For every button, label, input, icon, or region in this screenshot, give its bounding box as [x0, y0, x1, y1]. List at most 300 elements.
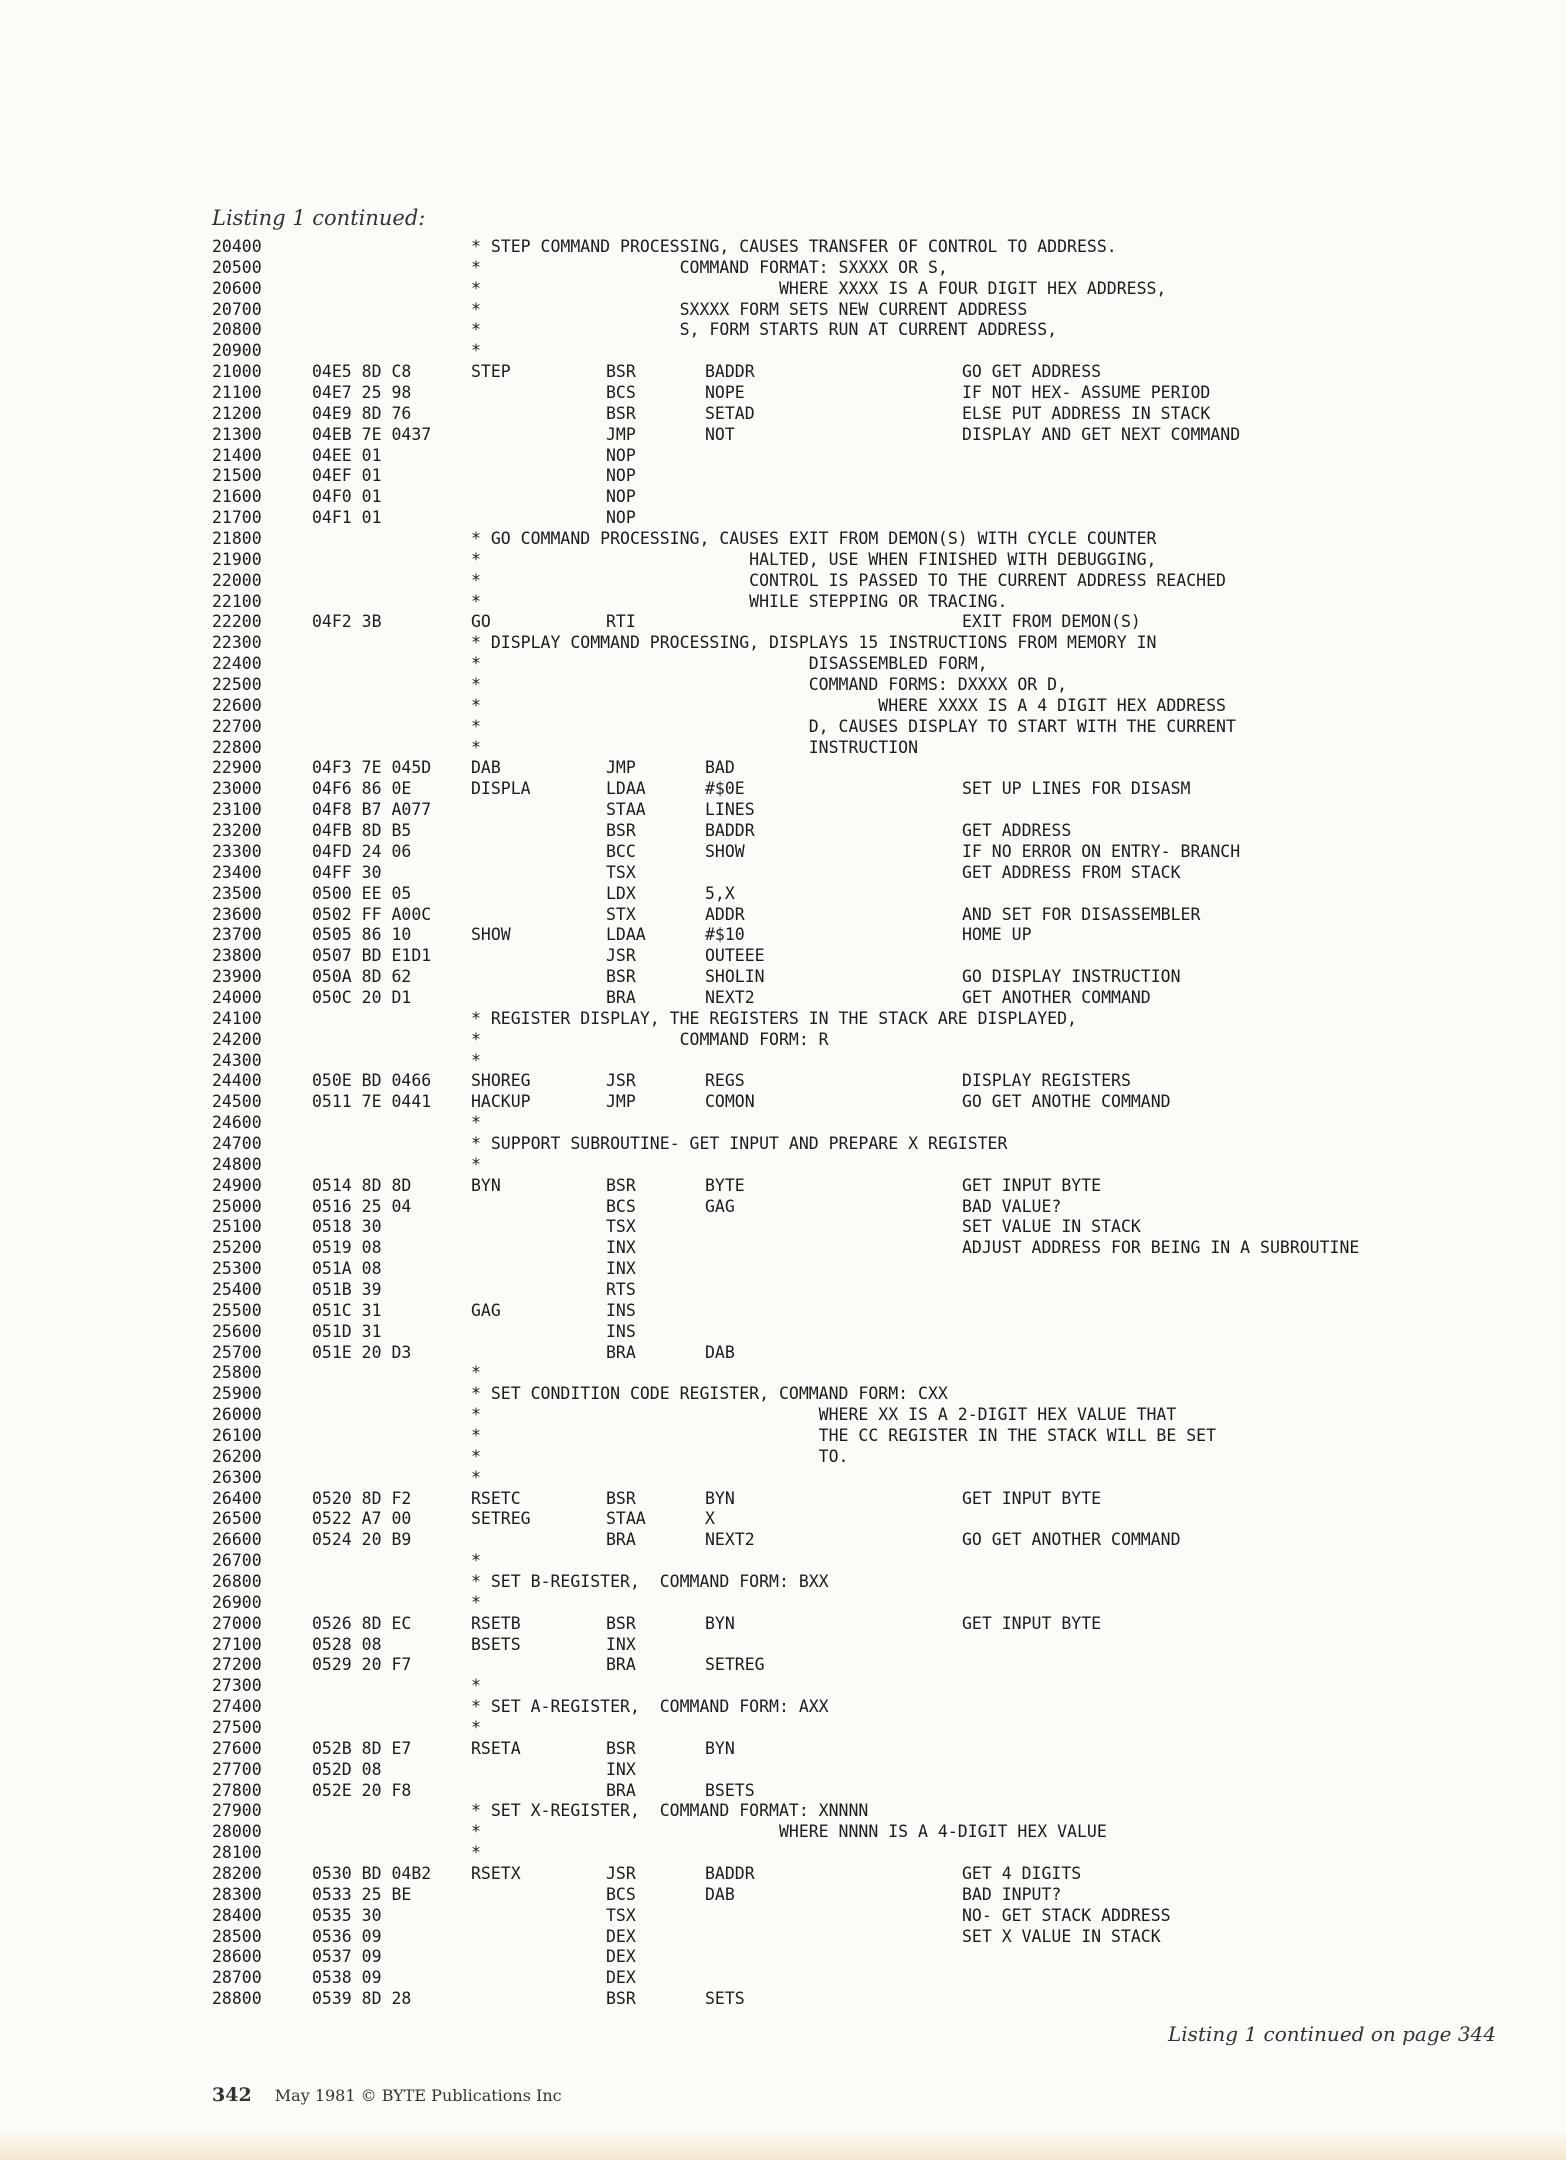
opcode: BRA — [606, 1655, 636, 1675]
operand: SHOW — [705, 841, 745, 861]
opcode: BCS — [606, 1196, 636, 1216]
line-number: 27000 — [212, 1613, 262, 1633]
line-number: 20700 — [212, 299, 262, 319]
line-number: 21100 — [212, 383, 262, 403]
line-number: 22000 — [212, 570, 262, 590]
line-number: 28400 — [212, 1905, 262, 1925]
listing-line — [212, 1614, 1512, 1635]
object-code: 04FB 8D B5 — [312, 821, 412, 841]
object-code: 04E7 25 98 — [312, 383, 412, 403]
remark-text: * SXXXX FORM SETS NEW CURRENT ADDRESS — [471, 299, 1028, 319]
object-code: 04F6 86 0E — [312, 779, 412, 799]
listing-heading: Listing 1 continued: — [212, 206, 426, 230]
remark-text: * D, CAUSES DISPLAY TO START WITH THE CURRENT — [471, 716, 1236, 736]
line-number: 23200 — [212, 821, 262, 841]
line-number: 26700 — [212, 1551, 262, 1571]
listing-line — [212, 821, 1512, 842]
operand: BADDR — [705, 1864, 755, 1884]
opcode: RTS — [606, 1279, 636, 1299]
line-number: 20900 — [212, 341, 262, 361]
listing-line — [212, 1405, 1512, 1426]
object-code: 0500 EE 05 — [312, 883, 412, 903]
line-number: 20400 — [212, 237, 262, 256]
line-number: 25600 — [212, 1321, 262, 1341]
comment: GO DISPLAY INSTRUCTION — [962, 967, 1181, 987]
object-code: 04F3 7E 045D — [312, 758, 432, 778]
opcode: LDAA — [606, 925, 646, 945]
label: HACKUP — [471, 1092, 531, 1112]
listing-line — [212, 1697, 1512, 1718]
object-code: 0505 86 10 — [312, 925, 412, 945]
remark-text: * HALTED, USE WHEN FINISHED WITH DEBUGGING, — [471, 549, 1157, 569]
opcode: JMP — [606, 758, 636, 778]
operand: NEXT2 — [705, 987, 755, 1007]
remark-text: * WHERE XX IS A 2-DIGIT HEX VALUE THAT — [471, 1405, 1177, 1425]
listing-line — [212, 1363, 1512, 1384]
comment: AND SET FOR DISASSEMBLER — [962, 904, 1201, 924]
line-number: 23900 — [212, 967, 262, 987]
opcode: JSR — [606, 1071, 636, 1091]
object-code: 0524 20 B9 — [312, 1530, 412, 1550]
listing-line — [212, 1259, 1512, 1280]
line-number: 21200 — [212, 403, 262, 423]
line-number: 22100 — [212, 591, 262, 611]
listing-line — [212, 1051, 1512, 1072]
opcode: DEX — [606, 1947, 636, 1967]
listing-line — [212, 1989, 1512, 2010]
listing-line — [212, 1113, 1512, 1134]
line-number: 24700 — [212, 1133, 262, 1153]
line-number: 26900 — [212, 1592, 262, 1612]
line-number: 27900 — [212, 1801, 262, 1821]
object-code: 04EE 01 — [312, 445, 382, 465]
operand: SETREG — [705, 1655, 765, 1675]
operand: #$0E — [705, 779, 745, 799]
operand: COMON — [705, 1092, 755, 1112]
listing-line — [212, 800, 1512, 821]
line-number: 27200 — [212, 1655, 262, 1675]
line-number: 22500 — [212, 675, 262, 695]
operand: NOT — [705, 424, 735, 444]
object-code: 04FF 30 — [312, 862, 382, 882]
line-number: 28800 — [212, 1989, 262, 2009]
opcode: DEX — [606, 1968, 636, 1988]
object-code: 0514 8D 8D — [312, 1175, 412, 1195]
operand: SETAD — [705, 403, 755, 423]
line-number: 21700 — [212, 508, 262, 528]
object-code: 051A 08 — [312, 1259, 382, 1279]
opcode: BSR — [606, 967, 636, 987]
comment: GO GET ADDRESS — [962, 362, 1102, 382]
listing-line — [212, 1843, 1512, 1864]
listing-line — [212, 1885, 1512, 1906]
line-number: 24100 — [212, 1008, 262, 1028]
remark-text: * — [471, 1154, 481, 1174]
remark-text: * — [471, 1113, 481, 1133]
opcode: JSR — [606, 1864, 636, 1884]
line-number: 28100 — [212, 1843, 262, 1863]
opcode: BRA — [606, 987, 636, 1007]
remark-text: * — [471, 1050, 481, 1070]
line-number: 21600 — [212, 487, 262, 507]
line-number: 26800 — [212, 1572, 262, 1591]
operand: X — [705, 1509, 715, 1529]
listing-line — [212, 529, 1512, 550]
label: SHOW — [471, 925, 511, 945]
comment: GET INPUT BYTE — [962, 1175, 1102, 1195]
remark-text: * SET X-REGISTER, COMMAND FORMAT: XNNNN — [471, 1801, 869, 1821]
listing-line — [212, 1280, 1512, 1301]
remark-text: * SUPPORT SUBROUTINE- GET INPUT AND PREPARE X REGISTER — [471, 1133, 1008, 1153]
operand: SETS — [705, 1989, 745, 2009]
line-number: 28200 — [212, 1864, 262, 1884]
line-number: 22400 — [212, 654, 262, 674]
listing-line — [212, 1509, 1512, 1530]
listing-line — [212, 1718, 1512, 1739]
listing-line — [212, 1426, 1512, 1447]
opcode: BRA — [606, 1530, 636, 1550]
line-number: 24800 — [212, 1154, 262, 1174]
operand: BYN — [705, 1613, 735, 1633]
listing-line — [212, 1468, 1512, 1489]
object-code: 04EB 7E 0437 — [312, 424, 432, 444]
operand: BYTE — [705, 1175, 745, 1195]
opcode: STAA — [606, 1509, 646, 1529]
remark-text: * GO COMMAND PROCESSING, CAUSES EXIT FROM DEMON(S) WITH CYCLE COUNTER — [471, 529, 1157, 549]
line-number: 24900 — [212, 1175, 262, 1195]
listing-line — [212, 446, 1512, 467]
line-number: 25000 — [212, 1196, 262, 1216]
opcode: TSX — [606, 1217, 636, 1237]
label: RSETX — [471, 1864, 521, 1884]
opcode: INS — [606, 1321, 636, 1341]
opcode: STX — [606, 904, 636, 924]
listing-line — [212, 654, 1512, 675]
object-code: 052B 8D E7 — [312, 1738, 412, 1758]
object-code: 051E 20 D3 — [312, 1342, 412, 1362]
remark-text: * COMMAND FORM: R — [471, 1029, 829, 1049]
opcode: LDX — [606, 883, 636, 903]
line-number: 23600 — [212, 904, 262, 924]
remark-text: * — [471, 1718, 481, 1738]
opcode: BSR — [606, 821, 636, 841]
line-number: 25700 — [212, 1342, 262, 1362]
object-code: 0526 8D EC — [312, 1613, 412, 1633]
listing-line — [212, 1176, 1512, 1197]
opcode: INX — [606, 1238, 636, 1258]
comment: GET INPUT BYTE — [962, 1613, 1102, 1633]
page-footer — [212, 2084, 562, 2106]
line-number: 27700 — [212, 1759, 262, 1779]
operand: ADDR — [705, 904, 745, 924]
line-number: 23000 — [212, 779, 262, 799]
opcode: BCS — [606, 383, 636, 403]
line-number: 20600 — [212, 278, 262, 298]
object-code: 0528 08 — [312, 1634, 382, 1654]
label: BSETS — [471, 1634, 521, 1654]
label: RSETC — [471, 1488, 521, 1508]
line-number: 21400 — [212, 445, 262, 465]
object-code: 051C 31 — [312, 1300, 382, 1320]
line-number: 21000 — [212, 362, 262, 382]
object-code: 050E BD 0466 — [312, 1071, 432, 1091]
line-number: 24000 — [212, 987, 262, 1007]
line-number: 27100 — [212, 1634, 262, 1654]
remark-text: * DISASSEMBLED FORM, — [471, 654, 988, 674]
line-number: 25400 — [212, 1279, 262, 1299]
remark-text: * STEP COMMAND PROCESSING, CAUSES TRANSFER OF CONTROL TO ADDRESS. — [471, 237, 1117, 256]
opcode: JMP — [606, 1092, 636, 1112]
label: DISPLA — [471, 779, 531, 799]
label: GO — [471, 612, 491, 632]
opcode: BRA — [606, 1780, 636, 1800]
object-code: 04EF 01 — [312, 466, 382, 486]
remark-text: * S, FORM STARTS RUN AT CURRENT ADDRESS, — [471, 320, 1058, 340]
object-code: 0511 7E 0441 — [312, 1092, 432, 1112]
line-number: 26600 — [212, 1530, 262, 1550]
listing-line — [212, 1092, 1512, 1113]
listing-line — [212, 362, 1512, 383]
listing-line — [212, 1635, 1512, 1656]
comment: SET X VALUE IN STACK — [962, 1926, 1161, 1946]
comment: EXIT FROM DEMON(S) — [962, 612, 1141, 632]
listing-line — [212, 1655, 1512, 1676]
operand: BADDR — [705, 362, 755, 382]
operand: LINES — [705, 800, 755, 820]
remark-text: * SET A-REGISTER, COMMAND FORM: AXX — [471, 1697, 829, 1717]
assembly-listing — [212, 237, 1512, 2010]
opcode: NOP — [606, 445, 636, 465]
listing-line — [212, 1822, 1512, 1843]
opcode: NOP — [606, 508, 636, 528]
listing-line — [212, 300, 1512, 321]
comment: SET UP LINES FOR DISASM — [962, 779, 1191, 799]
remark-text: * REGISTER DISPLAY, THE REGISTERS IN THE STACK ARE DISPLAYED, — [471, 1008, 1077, 1028]
operand: OUTEEE — [705, 946, 765, 966]
opcode: BSR — [606, 1738, 636, 1758]
object-code: 052E 20 F8 — [312, 1780, 412, 1800]
listing-line — [212, 1009, 1512, 1030]
listing-line — [212, 779, 1512, 800]
line-number: 22900 — [212, 758, 262, 778]
object-code: 0537 09 — [312, 1947, 382, 1967]
operand: DAB — [705, 1342, 735, 1362]
listing-line — [212, 1593, 1512, 1614]
line-number: 23800 — [212, 946, 262, 966]
line-number: 27300 — [212, 1676, 262, 1696]
listing-line — [212, 842, 1512, 863]
object-code: 0502 FF A00C — [312, 904, 432, 924]
line-number: 26100 — [212, 1425, 262, 1445]
object-code: 0533 25 BE — [312, 1884, 412, 1904]
comment: IF NOT HEX- ASSUME PERIOD — [962, 383, 1211, 403]
object-code: 0529 20 F7 — [312, 1655, 412, 1675]
line-number: 27800 — [212, 1780, 262, 1800]
listing-line — [212, 738, 1512, 759]
listing-line — [212, 237, 1512, 258]
listing-line — [212, 279, 1512, 300]
listing-line — [212, 508, 1512, 529]
object-code: 051D 31 — [312, 1321, 382, 1341]
listing-line — [212, 1030, 1512, 1051]
line-number: 21300 — [212, 424, 262, 444]
label: RSETB — [471, 1613, 521, 1633]
operand: BADDR — [705, 821, 755, 841]
remark-text: * SET CONDITION CODE REGISTER, COMMAND FORM: CXX — [471, 1384, 948, 1404]
line-number: 25900 — [212, 1384, 262, 1404]
listing-line — [212, 1906, 1512, 1927]
opcode: BSR — [606, 1613, 636, 1633]
line-number: 25300 — [212, 1259, 262, 1279]
opcode: BSR — [606, 403, 636, 423]
listing-line — [212, 487, 1512, 508]
remark-text: * — [471, 1551, 481, 1571]
opcode: BCS — [606, 1884, 636, 1904]
line-number: 27400 — [212, 1697, 262, 1717]
opcode: JSR — [606, 946, 636, 966]
opcode: INX — [606, 1259, 636, 1279]
listing-line — [212, 1739, 1512, 1760]
comment: ADJUST ADDRESS FOR BEING IN A SUBROUTINE — [962, 1238, 1360, 1258]
listing-line — [212, 425, 1512, 446]
listing-line — [212, 341, 1512, 362]
object-code: 050C 20 D1 — [312, 987, 412, 1007]
line-number: 23300 — [212, 841, 262, 861]
line-number: 21500 — [212, 466, 262, 486]
operand: REGS — [705, 1071, 745, 1091]
line-number: 20500 — [212, 257, 262, 277]
label: GAG — [471, 1300, 501, 1320]
line-number: 25800 — [212, 1363, 262, 1383]
remark-text: * THE CC REGISTER IN THE STACK WILL BE SET — [471, 1425, 1217, 1445]
comment: GO GET ANOTHE COMMAND — [962, 1092, 1171, 1112]
comment: GET INPUT BYTE — [962, 1488, 1102, 1508]
object-code: 0516 25 04 — [312, 1196, 412, 1216]
object-code: 04E5 8D C8 — [312, 362, 412, 382]
listing-line — [212, 1968, 1512, 1989]
remark-text: * — [471, 1843, 481, 1863]
listing-line — [212, 1447, 1512, 1468]
listing-line — [212, 1343, 1512, 1364]
comment: IF NO ERROR ON ENTRY- BRANCH — [962, 841, 1241, 861]
line-number: 21900 — [212, 549, 262, 569]
comment: GET ANOTHER COMMAND — [962, 987, 1151, 1007]
line-number: 21800 — [212, 529, 262, 549]
object-code: 0530 BD 04B2 — [312, 1864, 432, 1884]
remark-text: * — [471, 1467, 481, 1487]
listing-line — [212, 1781, 1512, 1802]
operand: 5,X — [705, 883, 735, 903]
opcode: JMP — [606, 424, 636, 444]
listing-line — [212, 1301, 1512, 1322]
object-code: 04F2 3B — [312, 612, 382, 632]
listing-line — [212, 1217, 1512, 1238]
listing-line — [212, 988, 1512, 1009]
opcode: BSR — [606, 1989, 636, 2009]
line-number: 27600 — [212, 1738, 262, 1758]
line-number: 24300 — [212, 1050, 262, 1070]
listing-line — [212, 1927, 1512, 1948]
opcode: BRA — [606, 1342, 636, 1362]
opcode: STAA — [606, 800, 646, 820]
remark-text: * WHERE XXXX IS A 4 DIGIT HEX ADDRESS — [471, 695, 1226, 715]
comment: DISPLAY REGISTERS — [962, 1071, 1131, 1091]
object-code: 050A 8D 62 — [312, 967, 412, 987]
remark-text: * INSTRUCTION — [471, 737, 919, 757]
listing-line — [212, 1572, 1512, 1593]
operand: NOPE — [705, 383, 745, 403]
opcode: TSX — [606, 862, 636, 882]
operand: SHOLIN — [705, 967, 765, 987]
line-number: 24600 — [212, 1113, 262, 1133]
line-number: 22300 — [212, 633, 262, 653]
listing-line — [212, 258, 1512, 279]
label: BYN — [471, 1175, 501, 1195]
remark-text: * COMMAND FORMAT: SXXXX OR S, — [471, 257, 948, 277]
listing-line — [212, 1676, 1512, 1697]
listing-line — [212, 550, 1512, 571]
line-number: 28500 — [212, 1926, 262, 1946]
listing-line — [212, 905, 1512, 926]
object-code: 0535 30 — [312, 1905, 382, 1925]
line-number: 26000 — [212, 1405, 262, 1425]
continuation-note: Listing 1 continued on page 344 — [1168, 2022, 1496, 2046]
comment: ELSE PUT ADDRESS IN STACK — [962, 403, 1211, 423]
comment: GO GET ANOTHER COMMAND — [962, 1530, 1181, 1550]
line-number: 23500 — [212, 883, 262, 903]
comment: BAD VALUE? — [962, 1196, 1062, 1216]
opcode: NOP — [606, 466, 636, 486]
listing-line — [212, 383, 1512, 404]
opcode: NOP — [606, 487, 636, 507]
operand: BAD — [705, 758, 735, 778]
listing-line — [212, 1238, 1512, 1259]
listing-line — [212, 1134, 1512, 1155]
opcode: TSX — [606, 1905, 636, 1925]
listing-line — [212, 633, 1512, 654]
page-edge-stain — [0, 2130, 1566, 2160]
listing-line — [212, 1760, 1512, 1781]
listing-line — [212, 1801, 1512, 1822]
comment: GET ADDRESS FROM STACK — [962, 862, 1181, 882]
line-number: 25100 — [212, 1217, 262, 1237]
operand: GAG — [705, 1196, 735, 1216]
opcode: INS — [606, 1300, 636, 1320]
opcode: LDAA — [606, 779, 646, 799]
line-number: 22700 — [212, 716, 262, 736]
remark-text: * — [471, 1676, 481, 1696]
listing-line — [212, 1489, 1512, 1510]
object-code: 04FD 24 06 — [312, 841, 412, 861]
line-number: 28600 — [212, 1947, 262, 1967]
listing-line — [212, 1947, 1512, 1968]
object-code: 0519 08 — [312, 1238, 382, 1258]
listing-line — [212, 612, 1512, 633]
operand: BSETS — [705, 1780, 755, 1800]
object-code: 0520 8D F2 — [312, 1488, 412, 1508]
line-number: 26500 — [212, 1509, 262, 1529]
remark-text: * — [471, 341, 481, 361]
listing-line — [212, 1071, 1512, 1092]
operand: BYN — [705, 1738, 735, 1758]
comment: GET ADDRESS — [962, 821, 1072, 841]
listing-line — [212, 1155, 1512, 1176]
line-number: 28000 — [212, 1822, 262, 1842]
opcode: BSR — [606, 1488, 636, 1508]
comment: NO- GET STACK ADDRESS — [962, 1905, 1171, 1925]
listing-line — [212, 717, 1512, 738]
listing-line — [212, 404, 1512, 425]
